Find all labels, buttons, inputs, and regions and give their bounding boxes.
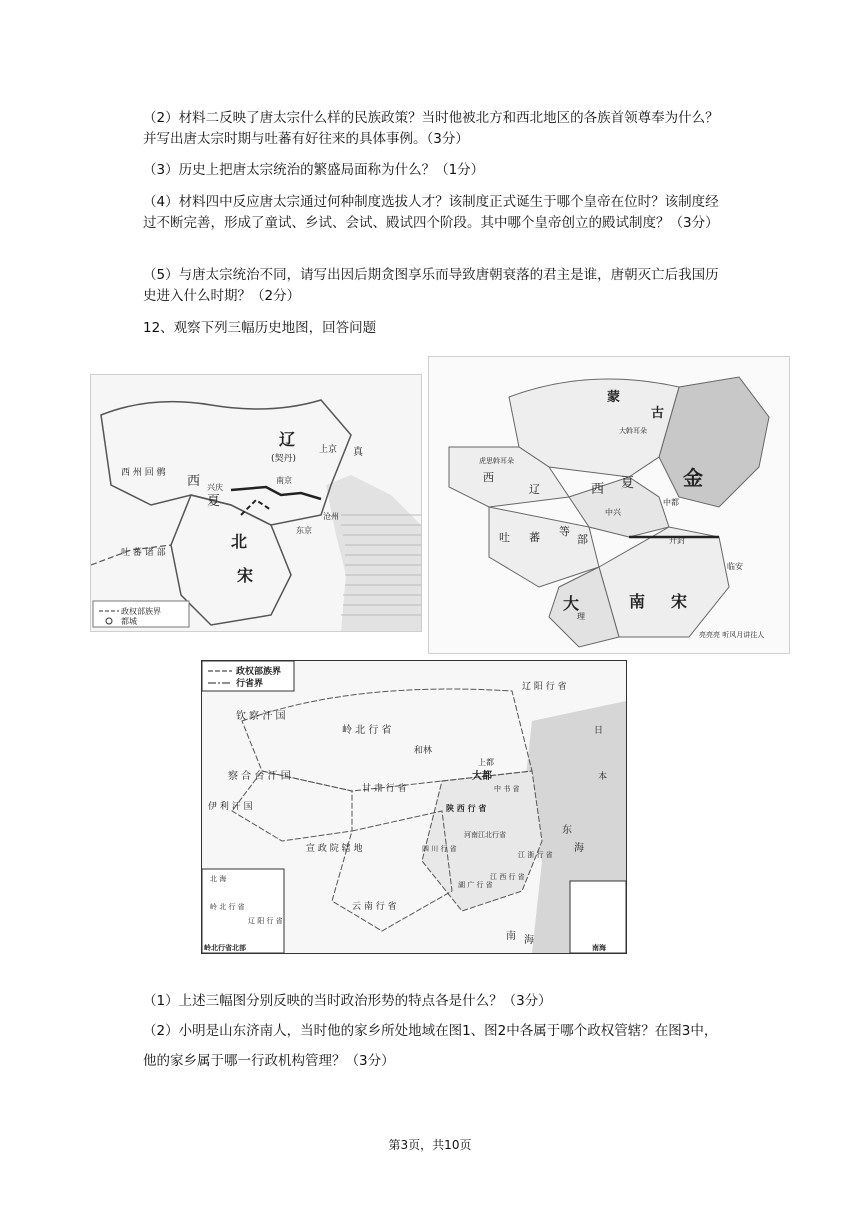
question-12-heading: 12、观察下列三幅历史地图，回答问题 <box>143 320 377 336</box>
map2-label-bu: 部 <box>577 533 588 546</box>
map2-label-li: 理 <box>577 612 585 621</box>
map3-label-gansu: 甘 肃 行 省 <box>362 784 407 794</box>
map1-label-tubo: 吐 蕃 诸 部 <box>121 548 166 558</box>
map-liao-song-xia-drawing <box>91 375 421 631</box>
map2-label-meng: 蒙 <box>607 390 621 405</box>
map1-label-xingqing: 兴庆 <box>207 483 223 492</box>
map2-label-xixia-xi: 西 <box>591 482 605 497</box>
map3-label-shangdu: 上都 <box>478 758 494 767</box>
map1-label-xia: 夏 <box>207 494 221 509</box>
map1-label-dongjing: 东京 <box>296 526 312 535</box>
map2-label-song: 宋 <box>671 592 688 611</box>
map2-label-husiwoerduo: 虎思斡耳朵 <box>479 457 514 465</box>
map2-label-da: 大 <box>563 594 580 613</box>
map3-legend-border: 政权部族界 <box>236 667 282 677</box>
map3-label-nan: 南 <box>506 931 516 942</box>
map1-legend-border: 政权部族界 <box>121 607 161 616</box>
map3-label-sichuan: 四 川 行 省 <box>422 845 457 853</box>
question-2: （2）材料二反映了唐太宗什么样的民族政策？当时他被北方和西北地区的各族首领尊奉为什么？并写出唐太宗时期与吐蕃有好往来的具体事例。（3分） <box>143 110 719 147</box>
map1-label-liao: 辽 <box>279 430 296 449</box>
map3-label-qincha: 钦 察 汗 国 <box>236 711 286 722</box>
question-5: （5）与唐太宗统治不同，请写出因后期贪图享乐而导致唐朝衰落的君主是谁，唐朝灭亡后我国历史进入什么时期？（2分） <box>143 267 719 304</box>
inset-label-beihai: 北 海 <box>210 875 227 883</box>
map3-label-nanhai: 海 <box>524 935 534 946</box>
map-liao-song-xia <box>90 374 422 632</box>
map2-label-tu: 吐 <box>499 531 510 544</box>
map3-label-jiangxi: 江 西 行 省 <box>490 873 525 881</box>
map1-label-shangjing: 上京 <box>319 445 338 455</box>
map3-label-huguang: 湖 广 行 省 <box>458 881 493 889</box>
map-jin-song-xia <box>428 356 790 654</box>
map2-label-gu: 古 <box>651 406 665 421</box>
page-footer: 第3页，共10页 <box>388 1138 472 1152</box>
map2-label-xixia-xia: 夏 <box>621 476 635 491</box>
map2-watermark: 亮亮亮 听风月讲往人 <box>699 631 765 639</box>
map1-label-zhen: 真 <box>353 447 363 458</box>
map3-label-dadu: 大都 <box>472 771 492 782</box>
map-jin-song-xia-drawing <box>429 357 789 653</box>
map2-label-dawoerduo: 大斡耳朵 <box>619 427 647 435</box>
map3-label-zhongshu: 中 书 省 <box>494 785 520 793</box>
map1-label-song: 宋 <box>237 566 254 585</box>
map1-label-nanjing: 南京 <box>276 476 292 485</box>
map3-label-jiangzhe: 江 浙 行 省 <box>518 851 553 859</box>
inset-label-liaoyang: 辽 阳 行 省 <box>248 917 283 925</box>
map2-label-nan: 南 <box>629 592 646 611</box>
inset-title-lingbei-north: 岭北行省北部 <box>204 944 246 952</box>
map2-label-zhongdu: 中都 <box>663 498 679 507</box>
map3-label-ri: 日 <box>594 726 604 736</box>
map-yuan-provinces-drawing <box>202 661 626 953</box>
map3-label-yunnan: 云 南 行 省 <box>352 902 397 912</box>
map2-label-zhongxing: 中兴 <box>605 508 621 517</box>
sub-question-2: （2）小明是山东济南人，当时他的家乡所处地域在图1、图2中各属于哪个政权管辖？在图3中，他的家乡属于哪一行政机构管理？（3分） <box>143 1023 718 1069</box>
map1-legend-capital: 都城 <box>121 617 137 626</box>
question-4: （4）材料四中反应唐太宗通过何种制度选拔人才？该制度正式诞生于哪个皇帝在位时？该制度经过不断完善，形成了童试、乡试、会试、殿试四个阶段。其中哪个皇帝创立的殿试制度？（3分） <box>143 194 719 231</box>
map3-label-henan: 河南江北行省 <box>464 831 506 839</box>
map1-label-qidan: (契丹) <box>271 454 297 464</box>
map3-label-yili: 伊 利 汗 国 <box>208 802 253 812</box>
map3-label-shaanxi: 陕 西 行 省 <box>446 804 487 813</box>
map3-label-chahetai: 察 合 台 汗 国 <box>228 771 291 782</box>
map2-label-xiliao-liao: 辽 <box>529 483 540 496</box>
inset-label-lingbei: 岭 北 行 省 <box>210 903 245 911</box>
sub-question-1: （1）上述三幅图分别反映的当时政治形势的特点各是什么？（3分） <box>143 993 552 1009</box>
map3-label-liaoyang: 辽 阳 行 省 <box>522 682 567 692</box>
map3-label-lingbei: 岭 北 行 省 <box>342 725 392 736</box>
map3-label-helin: 和林 <box>414 746 433 756</box>
map2-label-bo: 蕃 <box>529 531 540 544</box>
map1-label-bei: 北 <box>231 532 248 551</box>
map3-label-donghai: 海 <box>574 843 584 854</box>
map2-label-deng: 等 <box>559 525 570 538</box>
inset-title-south-sea: 南海 <box>592 944 606 952</box>
map2-label-linan: 临安 <box>727 562 743 571</box>
map2-label-kaifeng: 开封 <box>669 536 685 545</box>
question-3: （3）历史上把唐太宗统治的繁盛局面称为什么？（1分） <box>143 162 485 178</box>
map1-label-xi: 西 <box>187 474 201 489</box>
map-yuan-provinces <box>201 660 627 954</box>
map3-label-xuanzheng: 宣 政 院 辖 地 <box>306 844 363 854</box>
map1-label-cangzhou: 沧州 <box>323 512 339 521</box>
map1-label-xizhou: 西 州 回 鹘 <box>121 468 166 478</box>
map2-label-jin: 金 <box>683 466 703 490</box>
map3-label-ben: 本 <box>598 772 608 782</box>
map3-label-dong: 东 <box>562 825 572 836</box>
map2-label-xiliao-xi: 西 <box>483 471 494 484</box>
map3-legend-province: 行省界 <box>236 679 264 689</box>
